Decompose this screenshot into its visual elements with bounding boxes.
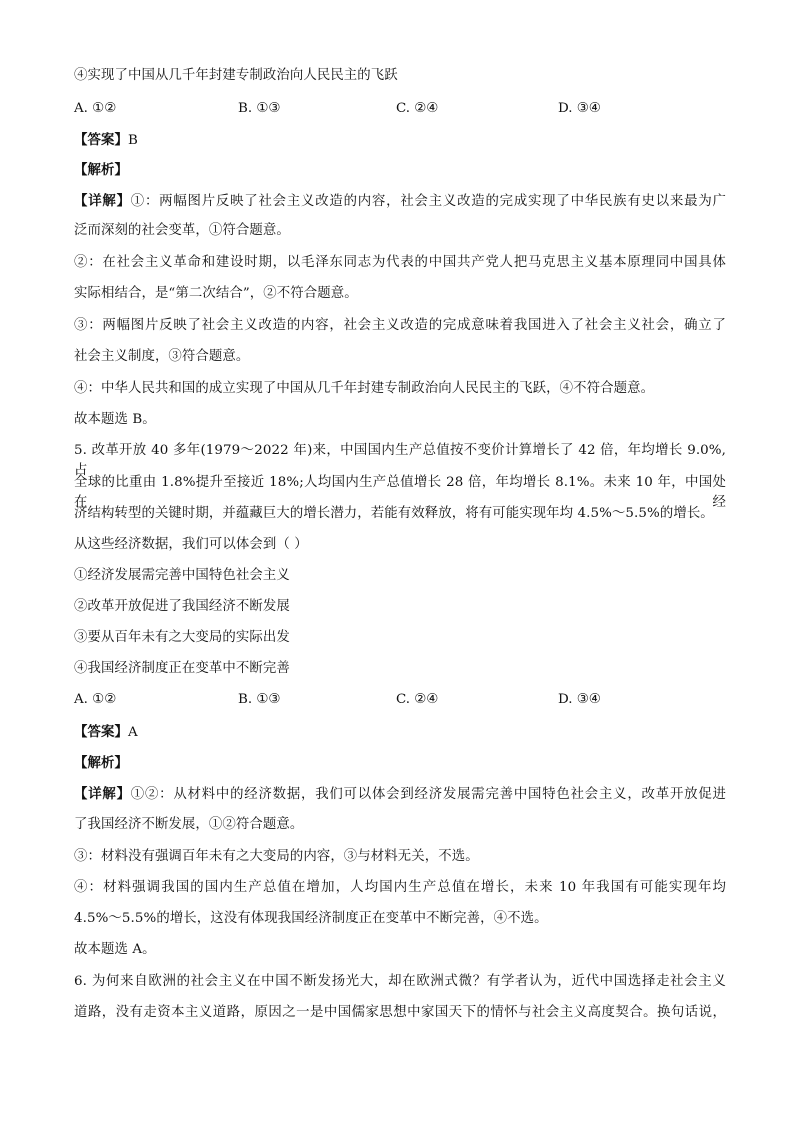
q4-detail-label: 【详解】: [74, 193, 131, 209]
q5-detail-line-3: ③：材料没有强调百年未有之大变局的内容，③与材料无关，不选。: [74, 849, 479, 864]
q4-detail-line-1: 【详解】①：两幅图片反映了社会主义改造的内容，社会主义改造的完成实现了中华民族有史以来最为广: [74, 193, 726, 209]
q4-detail-line-7: ④：中华人民共和国的成立实现了中国从几千年封建专制政治向人民民主的飞跃，④不符合题意。: [74, 381, 655, 396]
q4-detail-line-4: 实际相结合，是“第二次结合”，②不符合题意。: [74, 286, 358, 301]
q4-choice-d: D. ③④: [558, 101, 601, 116]
q5-answer: [74, 722, 726, 743]
q5-detail-line-5: 4.5%～5.5%的增长，这没有体现我国经济制度正在变革中不断完善，④不选。: [74, 911, 548, 926]
q5-choice-b: B. ①③: [238, 692, 281, 707]
q5-stem-line-1: 5. 改革开放 40 多年(1979～2022 年)来，中国国内生产总值按不变价计算增长了 42 倍，年均增长 9.0%,占: [74, 443, 726, 478]
q4-answer-label: 【答案】: [74, 132, 128, 148]
q4-conclusion: 故本题选 B。: [74, 412, 156, 427]
q5-answer-label: 【答案】: [74, 724, 128, 740]
q5-detail-line-2: 了我国经济不断发展，①②符合题意。: [74, 817, 304, 832]
q4-choice-b: B. ①③: [238, 101, 281, 116]
q4-detail-line-3: ②：在社会主义革命和建设时期，以毛泽东同志为代表的中国共产党人把马克思主义基本原理同中国具体: [74, 255, 726, 270]
q5-detail-line-4: ④：材料强调我国的国内生产总值在增加，人均国内生产总值在增长，未来 10 年我国有可能实现年均: [74, 880, 726, 895]
q6-stem-line-1: 6. 为何来自欧洲的社会主义在中国不断发扬光大，却在欧洲式微？有学者认为，近代中国选择走社会主义: [74, 974, 726, 989]
q5-conclusion: 故本题选 A。: [74, 942, 156, 957]
q5-answer-value: A: [127, 725, 138, 740]
q5-option-3: ③要从百年未有之大变局的实际出发: [74, 630, 290, 645]
q6-stem-line-2: 道路，没有走资本主义道路，原因之一是中国儒家思想中家国天下的情怀与社会主义高度契合。换句话说，: [74, 1005, 726, 1020]
q5-detail-label: 【详解】: [74, 786, 131, 802]
q4-detail-line-2: 泛而深刻的社会变革，①符合题意。: [74, 223, 290, 238]
q4-detail-line-6: 社会主义制度，③符合题意。: [74, 349, 250, 364]
q5-analysis-label: 【解析】: [74, 755, 128, 771]
q4-answer: [74, 130, 726, 151]
q5-choice-a: A. ①②: [74, 692, 117, 707]
q5-option-2: ②改革开放促进了我国经济不断发展: [74, 599, 290, 614]
q4-choice-a: A. ①②: [74, 101, 117, 116]
q5-option-1: ①经济发展需完善中国特色社会主义: [74, 568, 290, 583]
q5-detail-line-1: 【详解】①②：从材料中的经济数据，我们可以体会到经济发展需完善中国特色社会主义，改革开放促进: [74, 786, 726, 802]
q5-stem-line-4: 从这些经济数据，我们可以体会到（ ）: [74, 537, 308, 552]
q4-detail-line-5: ③：两幅图片反映了社会主义改造的内容，社会主义改造的完成意味着我国进入了社会主义社会，确立了: [74, 318, 726, 333]
q5-choice-c: C. ②④: [396, 692, 439, 707]
q5-choice-d: D. ③④: [558, 692, 601, 707]
q5-stem-line-2: 全球的比重由 1.8%提升至接近 18%;人均国内生产总值增长 28 倍，年均增长 8.1%。未来 10 年，中国处在经: [74, 475, 726, 510]
q4-answer-value: B: [127, 133, 138, 148]
q4-choice-c: C. ②④: [396, 101, 439, 116]
q4-analysis-label: 【解析】: [74, 162, 128, 178]
q4-option-4: ④实现了中国从几千年封建专制政治向人民民主的飞跃: [74, 68, 398, 83]
q5-option-4: ④我国经济制度正在变革中不断完善: [74, 661, 290, 676]
q5-stem-line-3: 济结构转型的关键时期，并蕴藏巨大的增长潜力，若能有效释放，将有可能实现年均 4.5%～5.5%的增长。: [74, 506, 714, 521]
